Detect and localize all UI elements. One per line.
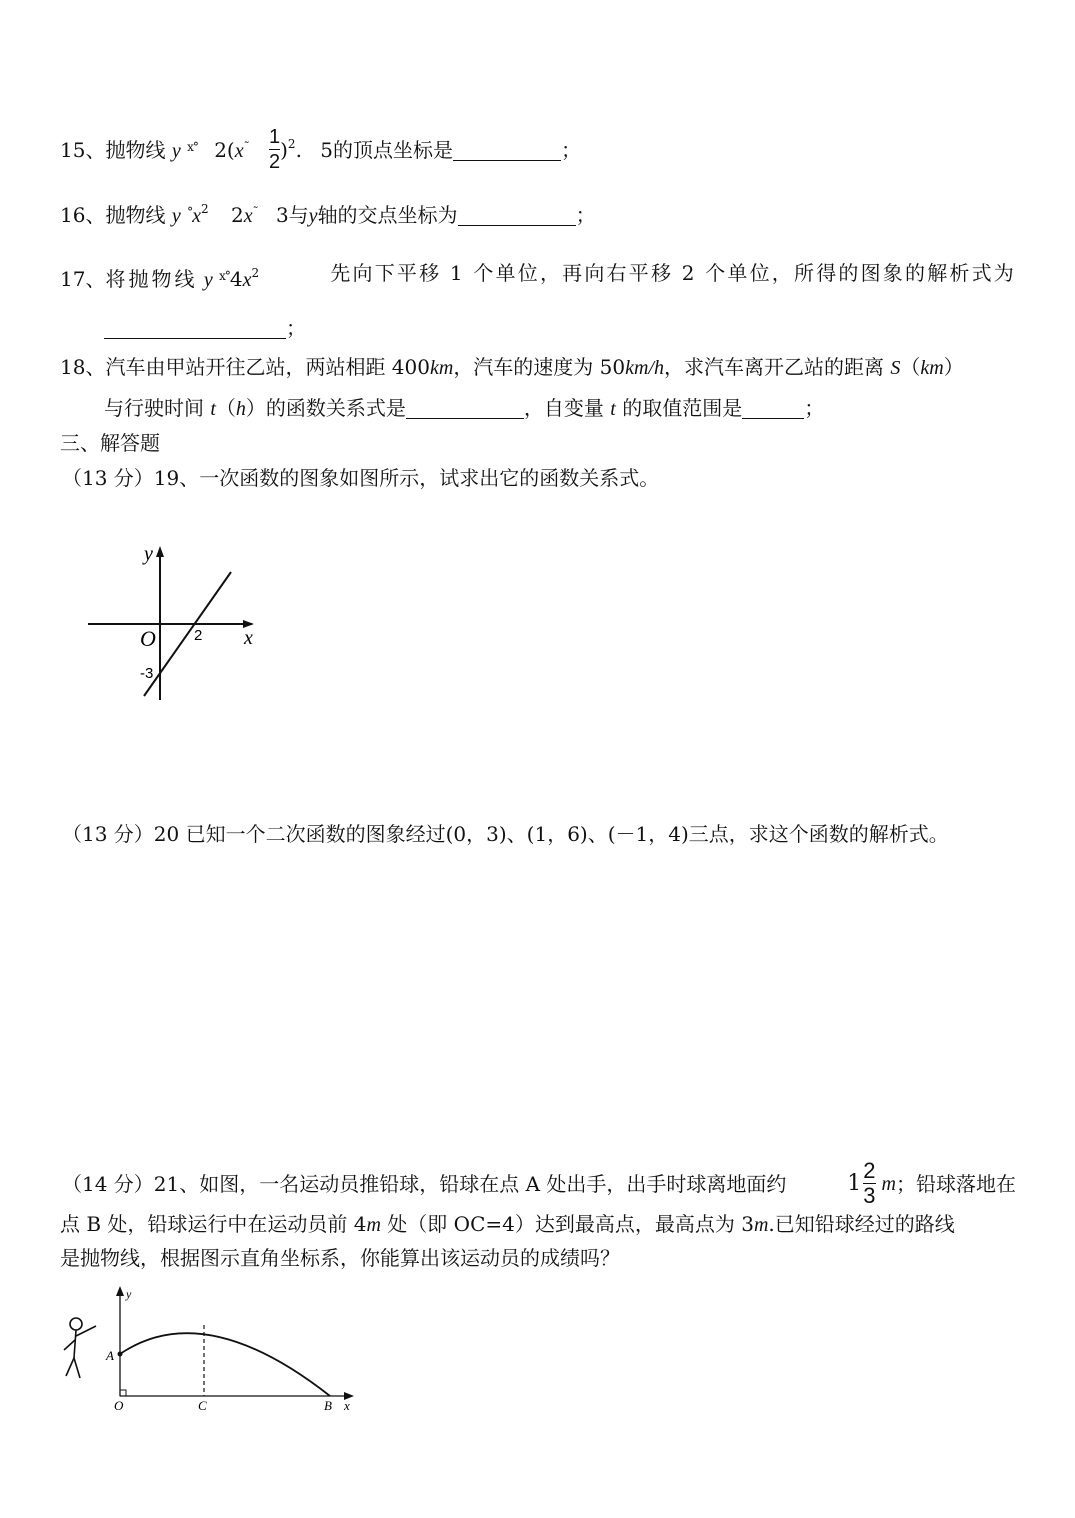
q17-text-a: 将抛物线 — [105, 267, 198, 291]
q21-y-label: y — [126, 1287, 132, 1301]
q18-end: ； — [804, 396, 825, 420]
athlete-figure — [64, 1318, 96, 1378]
q16-number: 16、 — [60, 203, 106, 227]
q18-paren-open: （ — [900, 355, 921, 379]
q15-answer-blank[interactable] — [453, 160, 561, 161]
q18-line1-c: ，求汽车离开乙站的距离 — [664, 355, 885, 379]
q18-h: h — [235, 398, 246, 420]
q18-kmh: km/h — [625, 357, 665, 379]
q18-line1-b: ，汽车的速度为 50 — [453, 355, 626, 379]
q15-fraction-denominator: 2 — [268, 151, 281, 173]
q18-answer-blank-1[interactable] — [406, 418, 524, 419]
question-19: （13 分）19、一次函数的图象如图所示，试求出它的函数关系式。 — [62, 466, 660, 490]
q16-answer-blank[interactable] — [458, 225, 576, 226]
q21-m3: m — [753, 1214, 769, 1236]
q17-x: x — [242, 269, 252, 291]
q18-line2-c: 的取值范围是 — [622, 396, 743, 420]
q16-exponent: 2 — [200, 202, 209, 216]
q21-A-label: A — [106, 1348, 114, 1363]
q15-exponent: 2 — [287, 137, 296, 151]
q21-mixed-fraction — [863, 1160, 875, 1207]
q15-fraction — [269, 126, 280, 173]
q15-y: y — [171, 140, 181, 162]
q19-y-axis-arrow — [156, 546, 164, 557]
q21-B-label: B — [324, 1398, 332, 1412]
q17-lead — [60, 259, 259, 294]
athlete-body — [74, 1330, 76, 1358]
q15-x: x — [234, 140, 244, 162]
q16-x: x — [192, 205, 201, 227]
q18-h-close: ）的函数关系式是 — [245, 396, 406, 420]
q15-expr-a: 2( — [214, 138, 235, 162]
athlete-leg-front — [74, 1358, 80, 1378]
athlete-arm-back — [64, 1340, 75, 1350]
q19-x-label: x — [244, 627, 253, 649]
q16-symbol: ° — [187, 205, 193, 219]
q18-km2: km — [920, 357, 944, 379]
q15-number: 15、 — [60, 138, 106, 162]
q21-mixed-numerator: 2 — [863, 1158, 876, 1183]
q18-paren-close: ） — [943, 355, 964, 379]
q21-right-angle-mark — [120, 1390, 126, 1396]
q16-y: y — [171, 205, 181, 227]
q15-fraction-bar — [269, 149, 280, 150]
q15-expr-c: 5 — [320, 138, 334, 162]
q21-x-label: x — [344, 1398, 350, 1412]
q18-line2-b: ，自变量 — [523, 396, 604, 420]
q15-tilde: ˜ — [243, 140, 249, 154]
q16-text-b: 与 — [288, 203, 309, 227]
question-18-line-2 — [104, 394, 824, 423]
q21-line1-a: （14 分）21、如图，一名运动员推铅球，铅球在点 A 处出手，出手时球离地面约 — [62, 1171, 787, 1196]
q18-t2: t — [610, 398, 616, 420]
question-17-answer-line — [104, 314, 306, 342]
q18-t: t — [210, 398, 216, 420]
question-15 — [60, 128, 581, 175]
q16-end: ； — [575, 203, 596, 227]
q21-mixed-whole: 1 — [847, 1170, 862, 1196]
q18-line2-a: 与行驶时间 — [104, 396, 204, 420]
q18-h-open: （ — [215, 396, 236, 420]
q21-line1-b: ；铅球落地在 — [896, 1171, 1016, 1196]
q15-dot: . — [295, 138, 302, 162]
q21-shot-put-figure — [58, 1282, 368, 1412]
q21-line2-left — [60, 1210, 955, 1239]
q19-y-label: y — [144, 543, 153, 565]
q18-line1-a: 汽车由甲站开往乙站，两站相距 400 — [105, 355, 430, 379]
q18-answer-blank-2[interactable] — [742, 418, 804, 419]
q21-point-A — [118, 1352, 123, 1357]
q18-S: S — [890, 357, 901, 379]
q16-expr-a: 2 — [230, 203, 244, 227]
q18-number: 18、 — [60, 355, 106, 379]
q21-m2: m — [366, 1214, 381, 1236]
q21-mixed-tail — [847, 1160, 1016, 1207]
q16-x2: x — [243, 205, 253, 227]
q17-number: 17、 — [60, 267, 106, 291]
q17-exponent: 2 — [251, 266, 260, 280]
q16-text-c: 轴的交点坐标为 — [317, 203, 458, 227]
q17-answer-blank[interactable] — [104, 338, 286, 339]
q16-text-a: 抛物线 — [105, 203, 166, 227]
q21-C-label: C — [198, 1398, 207, 1412]
question-20: （13 分）20 已知一个二次函数的图象经过(0，3)、(1，6)、(－1，4)三点，求这个函数的解析式。 — [62, 822, 949, 846]
q15-symbol: x° — [187, 140, 198, 154]
q15-expr-b: ) — [280, 138, 288, 162]
q15-fraction-numerator: 1 — [268, 126, 281, 148]
q16-y2: y — [308, 205, 318, 227]
q17-end: ； — [286, 316, 306, 340]
q19-function-line — [144, 572, 231, 696]
q19-origin-label: O — [140, 626, 156, 651]
q21-line2-b: 处（即 OC=4）达到最高点，最高点为 3 — [380, 1212, 754, 1236]
q17-y: y — [203, 269, 213, 291]
q15-text-b: 的顶点坐标是 — [333, 138, 454, 162]
q21-y-axis-arrow — [116, 1286, 124, 1296]
q21-trajectory-parabola — [120, 1333, 330, 1396]
q21-line2-c: .已知铅球经过的路线 — [768, 1212, 955, 1236]
q21-O-label: O — [114, 1398, 124, 1412]
question-21-line-1 — [62, 1160, 1016, 1207]
q18-km: km — [429, 357, 454, 379]
q19-linear-graph — [80, 540, 280, 710]
athlete-arm — [76, 1326, 96, 1336]
q17-symbol: x° — [219, 269, 230, 283]
question-21-line-3: 是抛物线，根据图示直角坐标系，你能算出该运动员的成绩吗？ — [60, 1246, 620, 1270]
q15-end: ； — [561, 138, 582, 162]
question-17 — [60, 259, 1016, 294]
q17-expr: 4 — [229, 267, 243, 291]
question-21-line-2 — [60, 1210, 1016, 1239]
athlete-head — [70, 1318, 82, 1330]
question-16 — [60, 195, 596, 230]
question-18-line-1 — [60, 353, 964, 382]
q15-text-a: 抛物线 — [105, 138, 166, 162]
athlete-leg-back — [66, 1358, 74, 1376]
section-3-heading: 三、解答题 — [60, 431, 160, 455]
q17-text-b: 先向下平移 1 个单位，再向右平移 2 个单位，所得的图象的解析式为 — [330, 261, 1016, 285]
q19-x-tick-label: 2 — [194, 627, 203, 644]
q21-mixed-denominator: 3 — [863, 1183, 876, 1208]
q16-expr-b: 3 — [275, 203, 289, 227]
q21-line2-a: 点 B 处，铅球运行中在运动员前 4 — [60, 1212, 367, 1236]
q19-y-tick-label: -3 — [140, 665, 154, 682]
q16-tilde: ˜ — [252, 205, 258, 219]
q21-m: m — [881, 1172, 896, 1195]
